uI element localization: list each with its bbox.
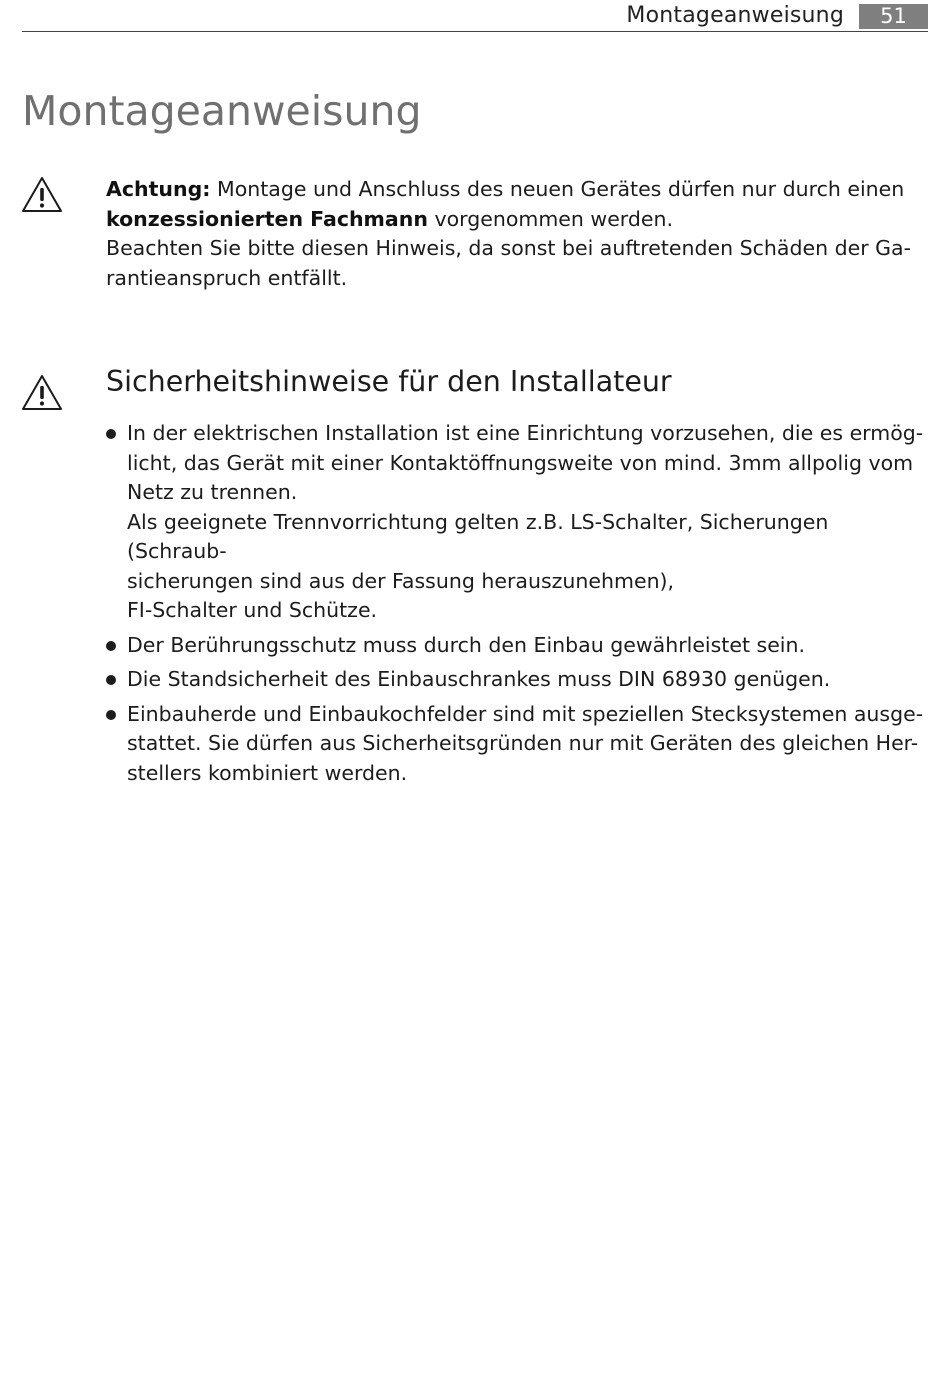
warning-triangle-icon <box>21 374 63 412</box>
header-title: Montageanweisung <box>626 3 844 28</box>
bullet-icon <box>106 641 116 651</box>
safety-bullet-list <box>106 419 930 793</box>
list-item: Die Standsicherheit des Einbauschrankes muss DIN 68930 genügen. <box>106 665 930 695</box>
header-divider <box>22 31 928 32</box>
page-number-badge: 51 <box>859 4 928 29</box>
list-item: In der elektrischen Installation ist eine Einrichtung vorzusehen, die es ermög- licht, das Gerät mit einer Kontaktöffnungsweite von mind. 3mm allpolig vom Netz zu trennen. Als geeignete Trennvorrichtung gelten z.B. LS-Schalter, Sicherungen (Schraub- sicherungen sind aus der Fassung herauszunehmen), FI-Schalter und Schütze. <box>106 419 930 626</box>
warning-label: Achtung: <box>106 177 211 201</box>
bullet-icon <box>106 429 116 439</box>
list-item: Der Berührungsschutz muss durch den Einbau gewährleistet sein. <box>106 631 930 661</box>
installation-warning <box>106 175 926 293</box>
warning-line-2: konzessionierten Fachmann vorgenommen werden. <box>106 206 674 231</box>
page-title: Montageanweisung <box>22 87 422 135</box>
bullet-icon <box>106 710 116 720</box>
bullet-icon <box>106 675 116 685</box>
list-item: Einbauherde und Einbaukochfelder sind mit speziellen Stecksystemen ausge- stattet. Sie dürfen aus Sicherheitsgründen nur mit Geräten des gleichen Her- stellers kombiniert werden. <box>106 700 930 789</box>
warning-line-4: rantieanspruch entfällt. <box>106 265 348 290</box>
section-heading: Sicherheitshinweise für den Installateur <box>106 365 672 398</box>
warning-triangle-icon <box>21 176 63 214</box>
warning-line-1: Achtung: Montage und Anschluss des neuen Gerätes dürfen nur durch einen <box>106 177 905 201</box>
warning-bold-phrase: konzessionierten Fachmann <box>106 206 428 231</box>
warning-line-3: Beachten Sie bitte diesen Hinweis, da sonst bei auftretenden Schäden der Ga- <box>106 236 912 260</box>
